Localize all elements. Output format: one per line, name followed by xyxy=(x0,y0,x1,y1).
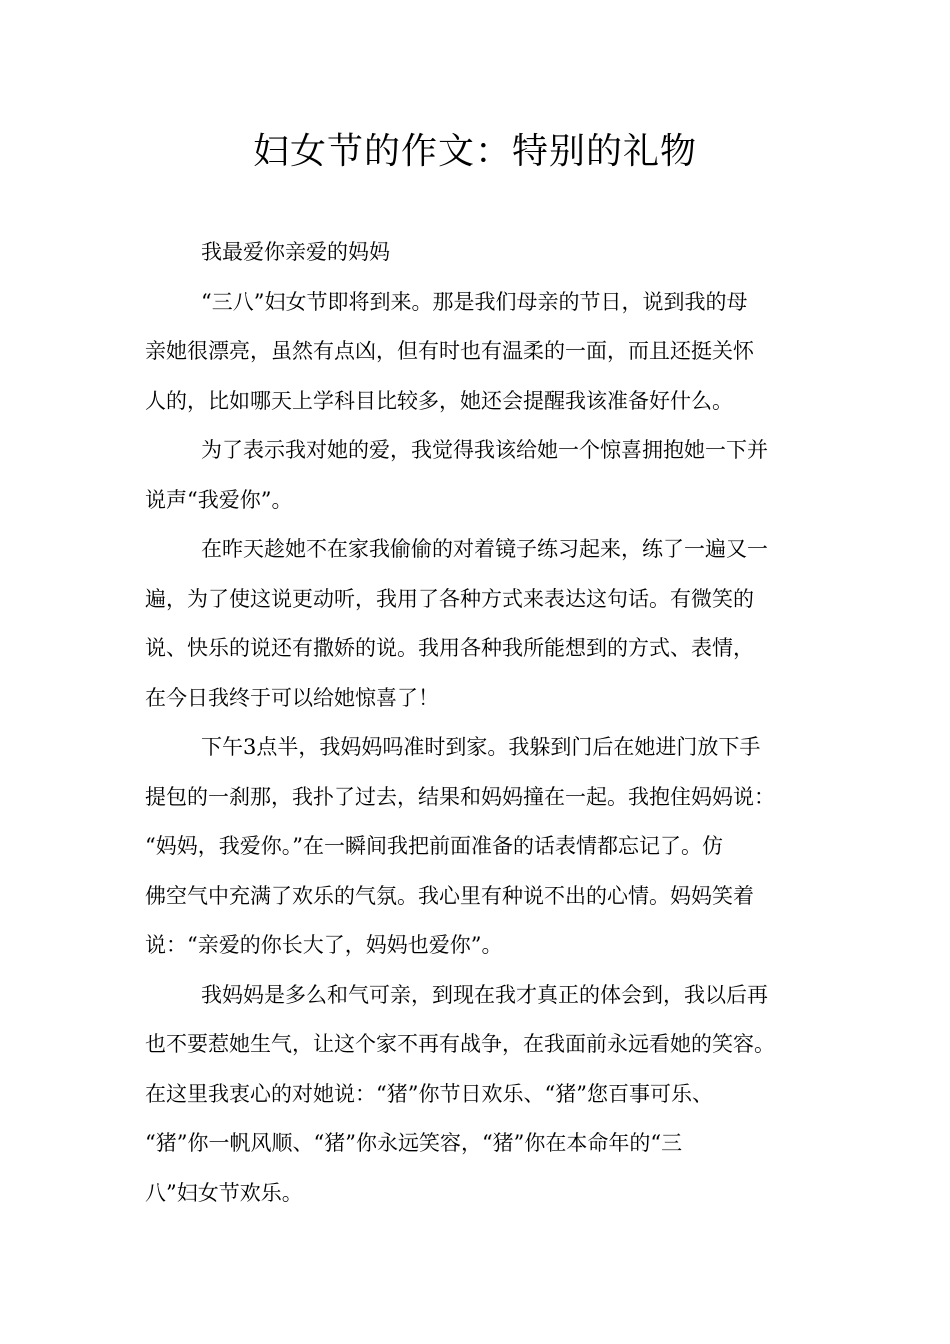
text-line: “三八”妇女节即将到来。那是我们母亲的节日，说到我的母 xyxy=(201,289,748,314)
text-line: 下午3点半，我妈妈吗准时到家。我躲到门后在她进门放下手 xyxy=(201,735,761,759)
document-body xyxy=(145,228,810,1218)
text-line: 八”妇女节欢乐。 xyxy=(145,1180,303,1205)
text-line: “猪”你一帆风顺、“猪”你永远笑容，“猪”你在本命年的“三 xyxy=(145,1131,683,1155)
document-title: 妇女节的作文：特别的礼物 xyxy=(252,131,697,172)
paragraph xyxy=(145,426,810,525)
text-line: 在今日我终于可以给她惊喜了！ xyxy=(145,685,439,710)
text-line: 人的，比如哪天上学科目比较多，她还会提醒我该准备好什么。 xyxy=(145,388,733,413)
paragraph xyxy=(145,723,810,971)
text-line: 也不要惹她生气，让这个家不再有战争，在我面前永远看她的笑容。 xyxy=(145,1032,775,1056)
paragraph xyxy=(145,525,810,723)
text-line: 说、快乐的说还有撒娇的说。我用各种我所能想到的方式、表情， xyxy=(145,636,754,660)
text-line: 遍，为了使这说更动听，我用了各种方式来表达这句话。有微笑的 xyxy=(145,586,754,611)
text-line: 为了表示我对她的爱，我觉得我该给她一个惊喜拥抱她一下并 xyxy=(201,438,768,462)
text-line: “妈妈，我爱你。”在一瞬间我把前面准备的话表情都忘记了。仿 xyxy=(145,834,723,858)
paragraph xyxy=(145,971,810,1219)
text-line: 亲她很漂亮，虽然有点凶，但有时也有温柔的一面，而且还挺关怀 xyxy=(145,339,754,363)
paragraph xyxy=(145,278,810,427)
text-line: 我最爱你亲爱的妈妈 xyxy=(201,240,390,264)
text-line: 说：“亲爱的你长大了，妈妈也爱你”。 xyxy=(145,933,503,957)
text-line: 在昨天趁她不在家我偷偷的对着镜子练习起来，练了一遍又一 xyxy=(201,537,768,561)
text-line: 佛空气中充满了欢乐的气氛。我心里有种说不出的心情。妈妈笑着 xyxy=(145,883,754,908)
paragraph xyxy=(145,228,810,278)
text-line: 说声“我爱你”。 xyxy=(145,487,293,512)
text-line: 我妈妈是多么和气可亲，到现在我才真正的体会到，我以后再 xyxy=(201,982,768,1007)
text-line: 在这里我衷心的对她说：“猪”你节日欢乐、“猪”您百事可乐、 xyxy=(145,1081,713,1106)
text-line: 提包的一刹那，我扑了过去，结果和妈妈撞在一起。我抱住妈妈说： xyxy=(145,784,775,809)
